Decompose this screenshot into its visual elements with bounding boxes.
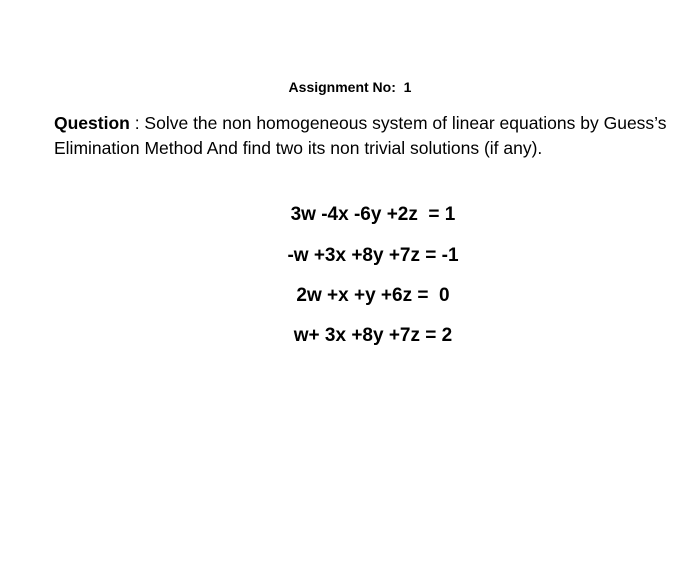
equation-4: w+ 3x +8y +7z = 2 bbox=[293, 325, 453, 346]
question-label: Question bbox=[54, 113, 130, 133]
assignment-heading: Assignment No: 1 bbox=[288, 79, 412, 95]
equation-3: 2w +x +y +6z = 0 bbox=[296, 285, 450, 306]
question-paragraph bbox=[54, 111, 684, 161]
question-text: : Solve the non homogeneous system of linear equations by Guess’s Elimination Method And find two its non trivial solutions (if any). bbox=[54, 113, 667, 158]
equation-2: -w +3x +8y +7z = -1 bbox=[287, 245, 459, 266]
equation-1: 3w -4x -6y +2z = 1 bbox=[290, 204, 456, 225]
